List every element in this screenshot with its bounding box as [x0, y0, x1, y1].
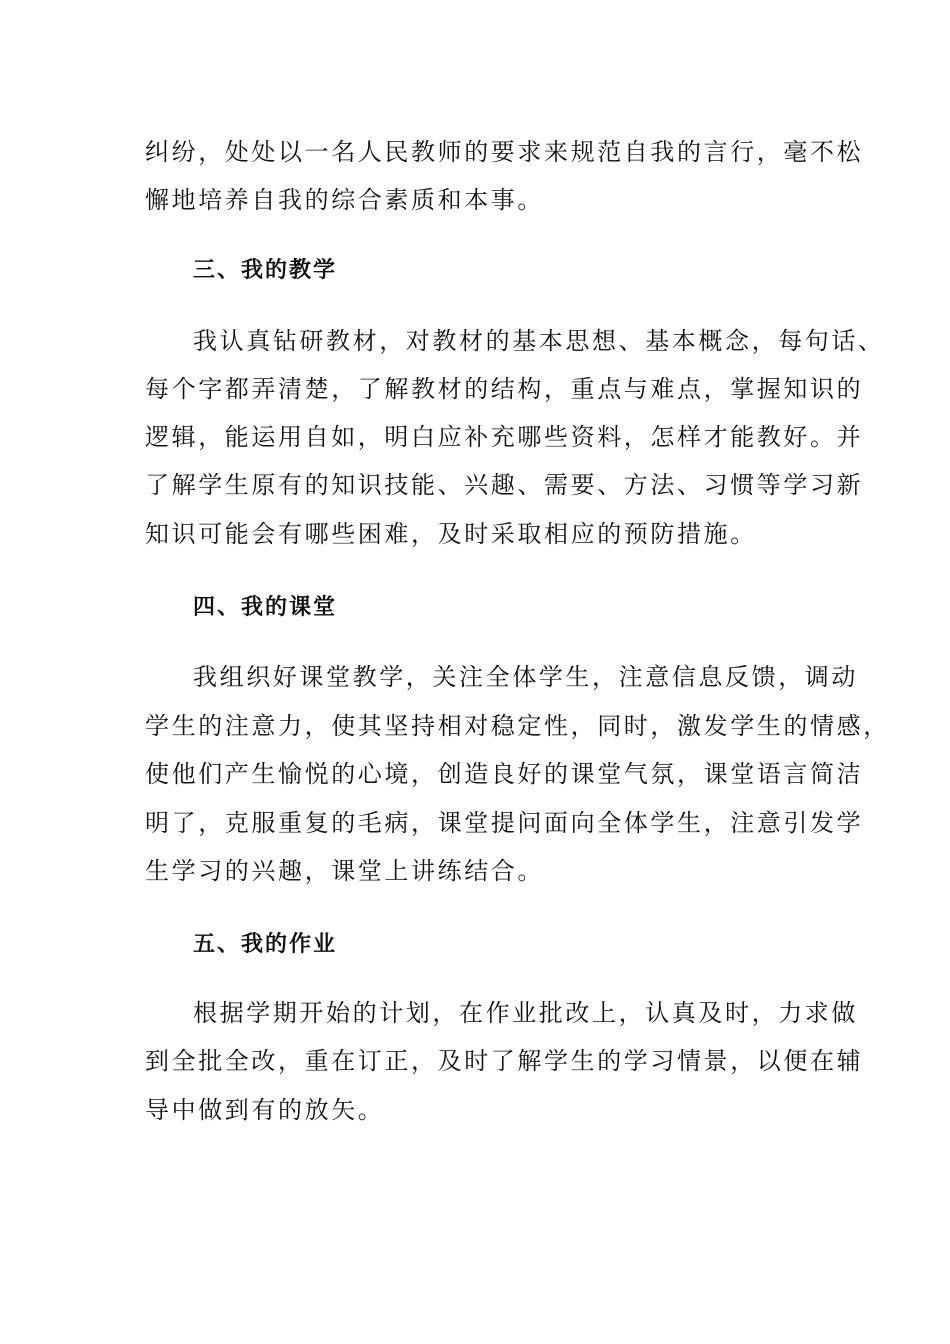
paragraph-line: 我组织好课堂教学，关注全体学生，注意信息反馈，调动 — [193, 663, 858, 691]
section-heading-homework: 五、我的作业 — [193, 932, 338, 957]
paragraph-line: 学生的注意力，使其坚持相对稳定性，同时，激发学生的情感， — [145, 712, 890, 740]
paragraph-line: 逻辑，能运用自如，明白应补充哪些资料，怎样才能教好。并 — [145, 423, 864, 451]
paragraph-line: 纠纷，处处以一名人民教师的要求来规范自我的言行，毫不松 — [145, 138, 864, 166]
paragraph-line: 生学习的兴趣，课堂上讲练结合。 — [145, 857, 544, 885]
paragraph-line: 我认真钻研教材，对教材的基本思想、基本概念，每句话、 — [193, 327, 885, 355]
section-heading-classroom: 四、我的课堂 — [193, 595, 338, 620]
paragraph-line: 导中做到有的放矢。 — [145, 1096, 385, 1124]
paragraph-line: 明了，克服重复的毛病，课堂提问面向全体学生，注意引发学 — [145, 809, 864, 837]
paragraph-line: 懈地培养自我的综合素质和本事。 — [145, 186, 544, 214]
paragraph-line: 根据学期开始的计划，在作业批改上，认真及时，力求做 — [193, 999, 858, 1027]
paragraph-line: 到全批全改，重在订正，及时了解学生的学习情景，以便在辅 — [145, 1047, 864, 1075]
paragraph-line: 知识可能会有哪些困难，及时采取相应的预防措施。 — [145, 520, 757, 548]
paragraph-line: 每个字都弄清楚，了解教材的结构，重点与难点，掌握知识的 — [145, 375, 864, 403]
paragraph-line: 使他们产生愉悦的心境，创造良好的课堂气氛，课堂语言简洁 — [145, 760, 864, 788]
section-heading-teaching: 三、我的教学 — [193, 258, 338, 283]
paragraph-line: 了解学生原有的知识技能、兴趣、需要、方法、习惯等学习新 — [145, 471, 864, 499]
